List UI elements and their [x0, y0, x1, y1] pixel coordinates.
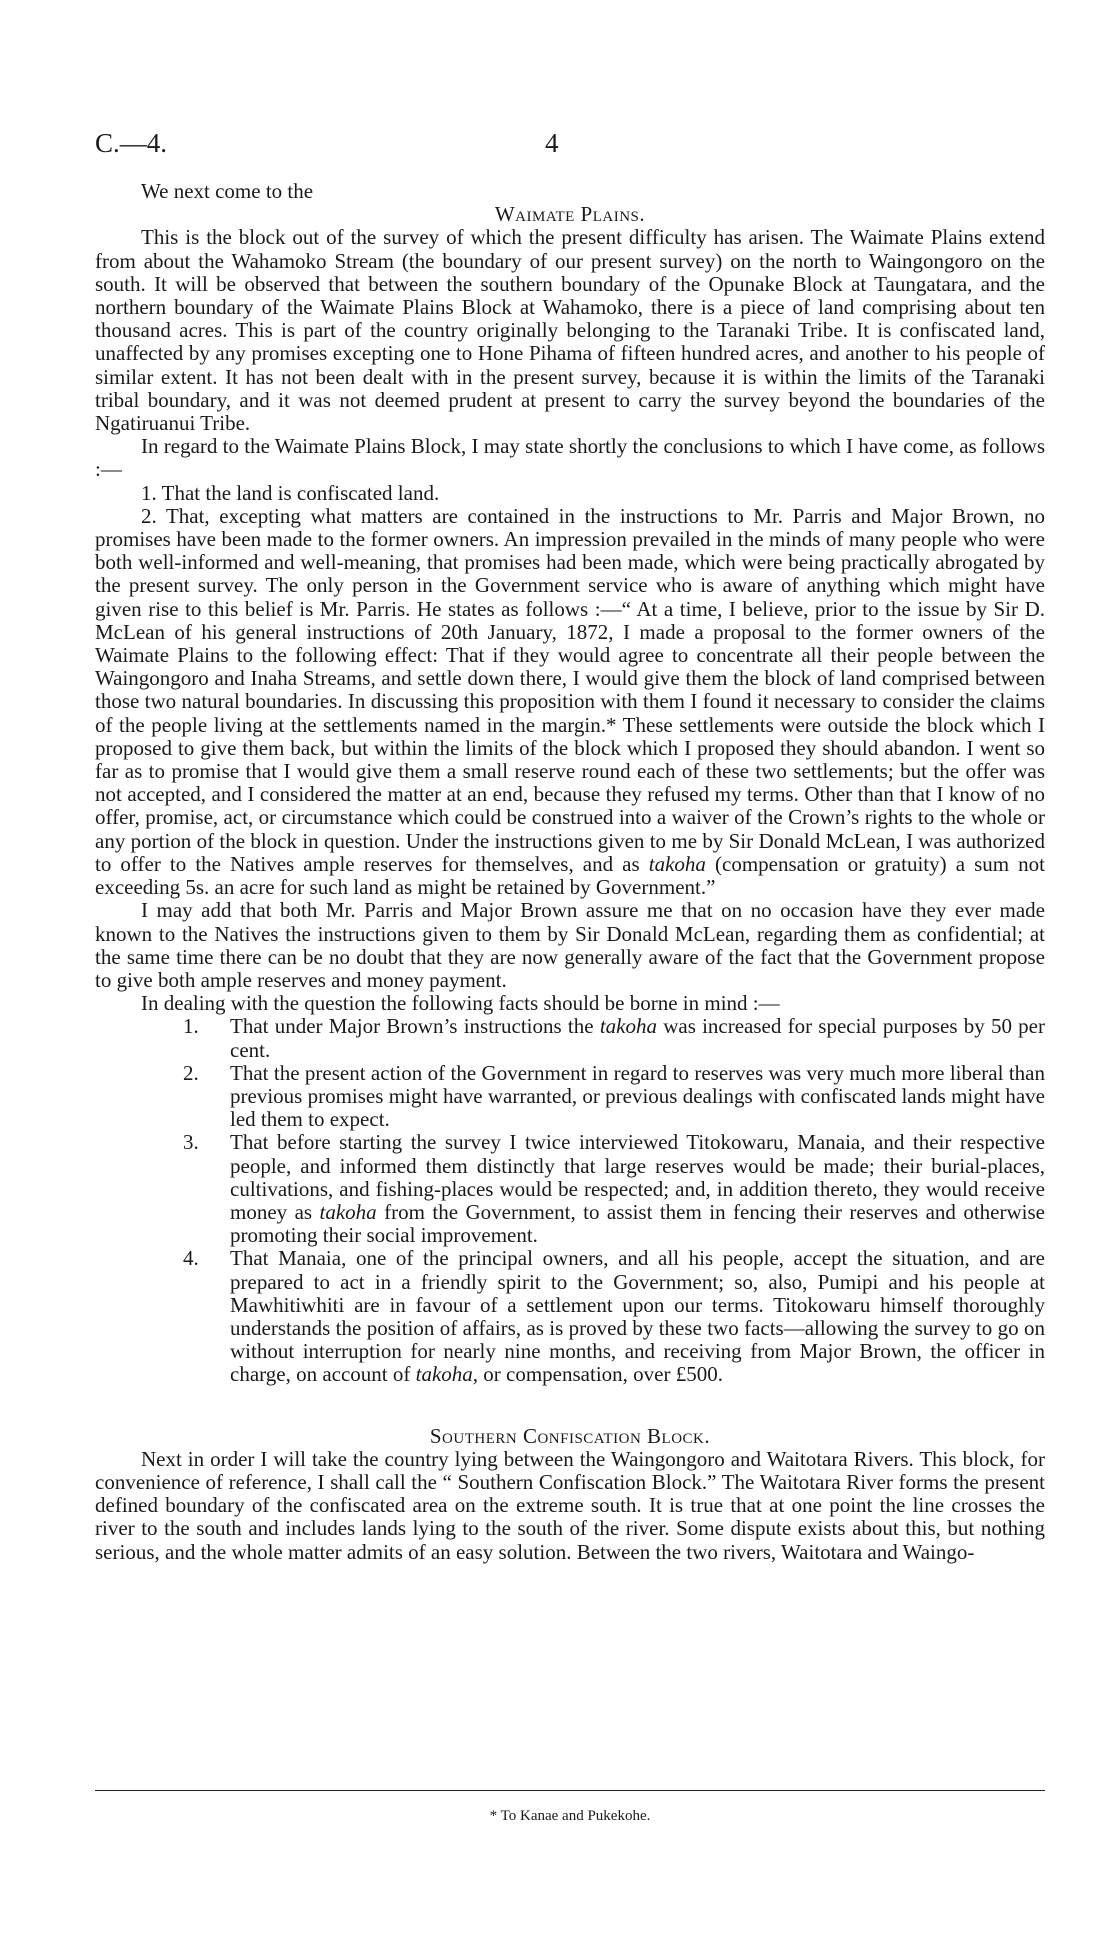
conclusion-2-text: 2. That, excepting what matters are contained in the instructions to Mr. Parris and Major Brown, no promises have been made to the former owners. An impression prevailed in the minds of many people who were both well-informed and well-meaning, that promises had been made, which were being practically abrogated by the present survey. The only person in the Government service who is aware of anything which might have given rise to this belief is Mr. Parris. He states as follows :—“ At a time, I believe, prior to the issue by Sir D. McLean of his general instructions of 20th January, 1872, I made a proposal to the former owners of the Waimate Plains to the following effect: That if they would agree to concentrate all their people between the Waingongoro and Inaha Streams, and settle down there, I would give them the block of land comprised between those two natural boundaries. In discussing this proposition with them I found it necessary to consider the claims of the people living at the settlements named in the margin.* These settlements were outside the block which I proposed to give them back, but within the limits of the block which I proposed they should abandon. I went so far as to promise that I would give them a small reserve round each of these two settlements; but the offer was not accepted, and I considered the matter at an end, because they refused my terms. Other than that I know of no offer, promise, act, or circumstance which could be construed into a waiver of the Crown’s rights to the whole or any portion of the block in question. Under the instructions given to me by Sir Donald McLean, I was authorized to offer to the Natives ample reserves for themselves, and as [95, 503, 1045, 876]
document-id: C.—4. [95, 128, 168, 158]
fact-text-end: or compensation, over £500. [483, 1362, 723, 1387]
facts-list [95, 1015, 1045, 1386]
takoha-term: takoha [599, 1014, 657, 1039]
page-header [95, 128, 1045, 168]
list-item [95, 1015, 1045, 1061]
intro-line: We next come to the [141, 179, 314, 203]
takoha-term: takoha, [415, 1362, 479, 1387]
footnote-divider [95, 1790, 1045, 1791]
fact-text: That Manaia, one of the principal owners, and all his people, accept the situation, and are prepared to act in a friendly spirit to the Government; so, also, Pumipi and his people at Mawhitiwhiti are in favour of a settlement upon our terms. Titokowaru himself thoroughly understands the position of affairs, as is proved by these two facts—allowing the survey to go on without interruption for nearly nine months, and receiving from Major Brown, the officer in charge, on account of [230, 1246, 1045, 1387]
paragraph: In dealing with the question the following facts should be borne in mind :— [141, 991, 780, 1016]
list-number: 2. [183, 1060, 199, 1085]
page-number: 4 [545, 128, 559, 158]
list-item [95, 1062, 1045, 1132]
list-number: 4. [183, 1246, 199, 1271]
paragraph: Next in order I will take the country lying between the Waingongoro and Waitotara Rivers. This block, for convenience of reference, I shall call the “ Southern Confiscation Block.” The Waitotara River forms the present defined boundary of the confiscated area on the extreme south. It is true that at one point the line crosses the river to the south and includes lands lying to the south of the river. Some dispute exists about this, but nothing serious, and the whole matter admits of an easy solution. Between the two rivers, Waitotara and Waingo- [95, 1446, 1045, 1564]
takoha-term: takoha [648, 851, 706, 876]
takoha-term: takoha [319, 1199, 377, 1224]
list-number: 3. [183, 1130, 199, 1155]
footnote: * To Kanae and Pukekohe. [489, 1808, 651, 1824]
list-number: 1. [183, 1014, 199, 1039]
fact-text: That under Major Brown’s instructions the [230, 1014, 594, 1039]
paragraph: I may add that both Mr. Parris and Major Brown assure me that on no occasion have they ever made known to the Natives the instructions given to them by Sir Donald McLean, regarding them as confidential; at the same time there can be no doubt that they are now generally aware of the fact that the Government propose to give both ample reserves and money payment. [95, 898, 1045, 992]
paragraph: In regard to the Waimate Plains Block, I may state shortly the conclusions to which I have come, as follows :— [95, 434, 1045, 482]
conclusion-2-text-end: (compensation or gratuity) a sum not exceeding 5s. an acre for such land as might be retained by Government.” [95, 851, 1046, 900]
list-item [95, 1131, 1045, 1247]
conclusion-1: 1. That the land is confiscated land. [141, 480, 440, 505]
conclusion-2 [95, 505, 1045, 899]
paragraph: This is the block out of the survey of which the present difficulty has arisen. The Waimate Plains extend from about the Wahamoko Stream (the boundary of our present survey) on the north to Waingongoro on the south. It will be observed that between the southern boundary of the Opunake Block at Taungatara, and the northern boundary of the Waimate Plains Block at Wahamoko, there is a piece of land comprising about ten thousand acres. This is part of the country originally belonging to the Taranaki Tribe. It is confiscated land, unaffected by any promises excepting one to Hone Pihama of fifteen hundred acres, and another to his people of similar extent. It has not been dealt with in the present survey, because it is within the limits of the Taranaki tribal boundary, and it was not deemed prudent at present to carry the survey beyond the boundaries of the Ngatiruanui Tribe. [95, 225, 1045, 436]
fact-text-end: from the Government, to assist them in fencing their reserves and otherwise promoting their social improvement. [230, 1199, 1045, 1248]
fact-text: That the present action of the Government in regard to reserves was very much more liberal than previous promises might have warranted, or previous dealings with confiscated lands might have led them to expect. [230, 1060, 1045, 1132]
page-content [95, 180, 1045, 1564]
section-heading-waimate: Waimate Plains. [494, 202, 646, 227]
list-item [95, 1247, 1045, 1386]
fact-text-end: was increased for special purposes by 50 per cent. [230, 1014, 1045, 1062]
section-heading-southern: Southern Confiscation Block. [429, 1423, 711, 1448]
fact-text: That before starting the survey I twice interviewed Titokowaru, Manaia, and their respective people, and informed them distinctly that large reserves would be made; their burial-places, cultivations, and fishing-places would be respected; and, in addition thereto, they would receive money as [230, 1130, 1045, 1224]
